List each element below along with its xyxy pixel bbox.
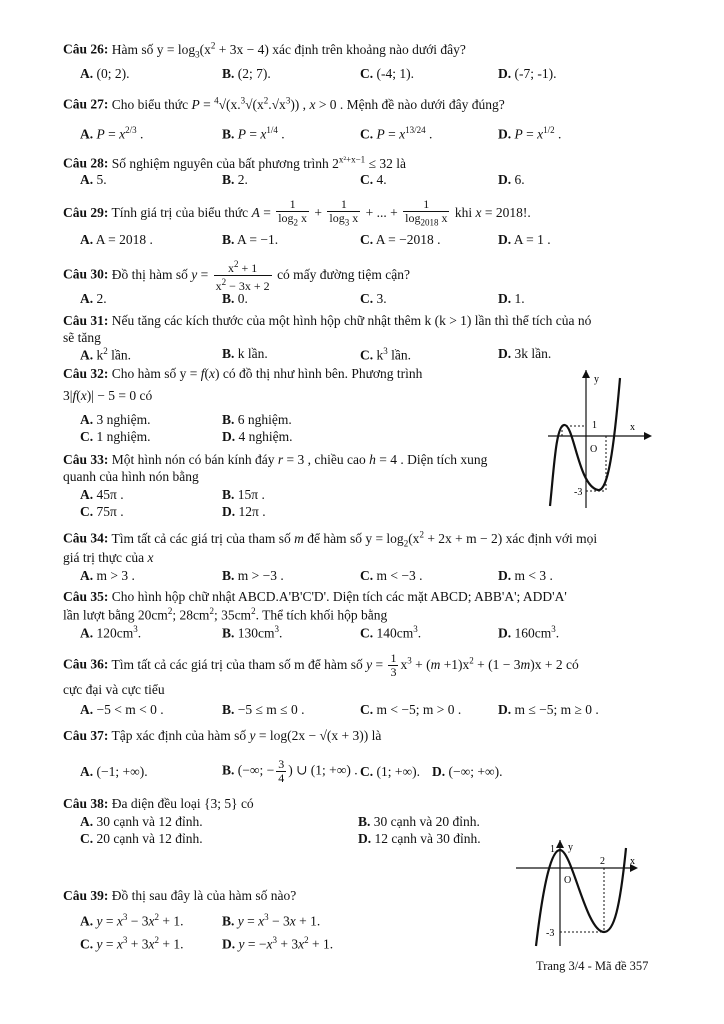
option-b[interactable]: B. (−∞; − $\frac{3}{4}$ ) ∪ (1; +∞) . bbox=[222, 757, 358, 785]
option-b[interactable]: B. k lần. bbox=[222, 346, 268, 361]
option-c[interactable]: C. 1 nghiệm. bbox=[80, 429, 151, 444]
question-text: Hàm số $y = \log_3(x^2 + 3x - 4)$ xác định trên khoảng nào dưới đây? bbox=[111, 40, 466, 60]
question-text: Cho hàm số y = f(x) có đồ thị như hình bên. Phương trình bbox=[111, 366, 423, 381]
question-text: Tính giá trị của biểu thức A = $\frac{1}{\log_2 x}$ + $\frac{1}{\log_3 x}$ + ... + $\frac{1}{\log_{2018} x}$ khi x = 2018!. bbox=[111, 197, 531, 228]
x-axis-arrow-icon bbox=[644, 432, 652, 440]
question-text: Cho biểu thức $P = ^4√(x.^3√(x^2.√x^3))$ , x > 0 . Mệnh đề nào dưới đây đúng? bbox=[111, 95, 505, 112]
question-32 bbox=[63, 366, 533, 382]
option-d[interactable]: D. 4 nghiệm. bbox=[222, 429, 293, 444]
question-text: Tìm tất cả các giá trị của tham số m để hàm số $y = \log_2(x^2 + 2x + m - 2)$ xác định với mọi bbox=[111, 529, 598, 549]
question-label: Câu 32: bbox=[63, 366, 109, 381]
question-label: Câu 33: bbox=[63, 452, 109, 467]
option-c[interactable]: C. m < −5; m > 0 . bbox=[360, 702, 462, 717]
question-34 bbox=[63, 529, 597, 548]
tick-label-minus-3: -3 bbox=[546, 928, 555, 939]
question-35 bbox=[63, 589, 567, 605]
question-label: Câu 35: bbox=[63, 589, 109, 604]
option-d[interactable]: D. 12π . bbox=[222, 504, 266, 519]
option-d[interactable]: D. m ≤ −5; m ≥ 0 . bbox=[498, 702, 599, 717]
question-text: Số nghiệm nguyên của bất phương trình $2^{x^2+x-1} \le 32$ là bbox=[111, 154, 406, 171]
option-c[interactable]: C. (1; +∞). bbox=[360, 764, 420, 779]
y-label: y bbox=[568, 842, 573, 853]
question-text: Tìm tất cả các giá trị của tham số m để hàm số y = $\frac{1}{3}$ $x^3 + (m +1)x^2 + (1 - 3m)x + 2$ có bbox=[111, 651, 579, 679]
function-graph-2 bbox=[516, 838, 646, 950]
option-b[interactable]: B. −5 ≤ m ≤ 0 . bbox=[222, 702, 305, 717]
question-text: Tập xác định của hàm số y = log(2x − √(x + 3)) là bbox=[111, 728, 382, 743]
option-b[interactable]: B. 30 cạnh và 20 đỉnh. bbox=[358, 814, 480, 829]
question-38 bbox=[63, 796, 254, 812]
option-d[interactable]: D. 12 cạnh và 30 đỉnh. bbox=[358, 831, 481, 846]
option-d[interactable]: D. 1. bbox=[498, 291, 525, 306]
option-b[interactable]: B. 15π . bbox=[222, 487, 265, 502]
option-b[interactable]: B. 6 nghiệm. bbox=[222, 412, 292, 427]
option-b[interactable]: B. $130cm^3$. bbox=[222, 624, 283, 641]
question-33 bbox=[63, 452, 487, 468]
question-37 bbox=[63, 728, 381, 744]
question-30 bbox=[63, 258, 410, 293]
question-text: Một hình nón có bán kính đáy r = 3 , chiều cao h = 4 . Diện tích xung bbox=[111, 452, 488, 467]
question-label: Câu 28: bbox=[63, 155, 109, 171]
option-c[interactable]: C. A = −2018 . bbox=[360, 232, 441, 247]
option-c[interactable]: C. $P = x^{13/24}$ . bbox=[360, 125, 433, 142]
question-label: Câu 26: bbox=[63, 41, 109, 57]
option-a[interactable]: A. 45π . bbox=[80, 487, 124, 502]
page-footer: Trang 3/4 - Mã đề 357 bbox=[536, 959, 649, 973]
option-b[interactable]: B. 2. bbox=[222, 172, 248, 187]
question-label: Câu 37: bbox=[63, 728, 109, 743]
origin-label: O bbox=[590, 444, 598, 455]
option-b[interactable]: B. $P = x^{1/4}$ . bbox=[222, 125, 285, 142]
option-b[interactable]: B. (2; 7). bbox=[222, 66, 271, 81]
question-34-line2: giá trị thực của x bbox=[63, 550, 154, 565]
x-label: x bbox=[630, 422, 635, 433]
question-28 bbox=[63, 154, 406, 172]
option-a[interactable]: A. $k^2$ lần. bbox=[80, 346, 131, 363]
option-c[interactable]: C. 3. bbox=[360, 291, 387, 306]
option-a[interactable]: A. (0; 2). bbox=[80, 66, 130, 81]
question-label: Câu 38: bbox=[63, 796, 109, 811]
option-c[interactable]: C. $140cm^3$. bbox=[360, 624, 422, 641]
question-label: Câu 27: bbox=[63, 96, 109, 112]
option-d[interactable]: D. 6. bbox=[498, 172, 525, 187]
option-c[interactable]: C. $y = x^3 + 3x^2 + 1$. bbox=[80, 935, 184, 952]
tick-label-1: 1 bbox=[550, 844, 555, 855]
question-label: Câu 30: bbox=[63, 266, 109, 282]
curve bbox=[550, 378, 620, 506]
option-a[interactable]: A. $120cm^3$. bbox=[80, 624, 142, 641]
question-36 bbox=[63, 652, 579, 679]
option-d[interactable]: D. A = 1 . bbox=[498, 232, 551, 247]
y-axis-arrow-icon bbox=[582, 370, 590, 378]
question-31 bbox=[63, 313, 591, 329]
x-label: x bbox=[630, 856, 635, 867]
option-d[interactable]: D. $y = -x^3 + 3x^2 + 1$. bbox=[222, 935, 334, 952]
option-a[interactable]: A. $y = x^3 - 3x^2 + 1$. bbox=[80, 912, 184, 929]
option-c[interactable]: C. m < −3 . bbox=[360, 568, 423, 583]
question-35-line2: lần lượt bằng $20cm^2$; $28cm^2$; $35cm^2$. Thể tích khối hộp bằng bbox=[63, 606, 388, 623]
option-b[interactable]: B. $y = x^3 - 3x + 1$. bbox=[222, 912, 321, 929]
option-d[interactable]: D. 3k lần. bbox=[498, 346, 552, 361]
option-a[interactable]: A. 5. bbox=[80, 172, 107, 187]
question-label: Câu 31: bbox=[63, 313, 109, 328]
y-label: y bbox=[594, 374, 599, 385]
option-a[interactable]: A. 30 cạnh và 12 đỉnh. bbox=[80, 814, 203, 829]
option-d[interactable]: D. $160cm^3$. bbox=[498, 624, 560, 641]
option-c[interactable]: C. 4. bbox=[360, 172, 387, 187]
question-text: Đồ thị hàm số y = $\frac{x^2 + 1}{x^2 - 3x + 2}$ có mấy đường tiệm cận? bbox=[111, 259, 410, 293]
option-d[interactable]: D. m < 3 . bbox=[498, 568, 553, 583]
question-36-line2: cực đại và cực tiểu bbox=[63, 682, 165, 697]
tick-label-2: 2 bbox=[600, 856, 605, 867]
question-text-display: Nếu tăng các kích thước của một hình hộp chữ nhật thêm k (k > 1) lần thì thể tích của nó bbox=[111, 313, 592, 328]
option-c[interactable]: C. 20 cạnh và 12 đỉnh. bbox=[80, 831, 203, 846]
origin-label: O bbox=[564, 875, 572, 886]
question-29 bbox=[63, 198, 531, 229]
y-axis-arrow-icon bbox=[556, 840, 564, 848]
question-26 bbox=[63, 40, 466, 59]
option-b[interactable]: B. m > −3 . bbox=[222, 568, 284, 583]
question-label: Câu 36: bbox=[63, 656, 109, 672]
option-d[interactable]: D. (-7; -1). bbox=[498, 66, 557, 81]
question-32-line2: 3|f(x)| − 5 = 0 có bbox=[63, 388, 153, 403]
option-a[interactable]: A. (−1; +∞). bbox=[80, 764, 148, 779]
option-c[interactable]: C. 75π . bbox=[80, 504, 124, 519]
question-label: Câu 29: bbox=[63, 204, 109, 220]
option-b[interactable]: B. 0. bbox=[222, 291, 248, 306]
question-31-line2: sẽ tăng bbox=[63, 330, 101, 345]
question-27 bbox=[63, 95, 505, 113]
option-a[interactable]: A. 3 nghiệm. bbox=[80, 412, 151, 427]
option-a[interactable]: A. A = 2018 . bbox=[80, 232, 153, 247]
option-a[interactable]: A. $P = x^{2/3}$ . bbox=[80, 125, 144, 142]
option-a[interactable]: A. 2. bbox=[80, 291, 107, 306]
question-39 bbox=[63, 888, 296, 904]
option-a[interactable]: A. −5 < m < 0 . bbox=[80, 702, 164, 717]
tick-label-minus-3: -3 bbox=[574, 487, 583, 498]
question-label: Câu 39: bbox=[63, 888, 109, 903]
option-a[interactable]: A. m > 3 . bbox=[80, 568, 135, 583]
option-d[interactable]: D. (−∞; +∞). bbox=[432, 764, 503, 779]
question-text: Đa diện đều loại {3; 5} có bbox=[111, 796, 254, 811]
question-label: Câu 34: bbox=[63, 530, 109, 546]
option-c[interactable]: C. $k^3$ lần. bbox=[360, 346, 411, 363]
option-b[interactable]: B. A = −1. bbox=[222, 232, 279, 247]
question-text: Đồ thị sau đây là của hàm số nào? bbox=[111, 888, 297, 903]
option-d[interactable]: D. $P = x^{1/2}$ . bbox=[498, 125, 562, 142]
question-text: Cho hình hộp chữ nhật ABCD.A'B'C'D'. Diện tích các mặt ABCD; ABB'A'; ADD'A' bbox=[111, 589, 567, 604]
option-c[interactable]: C. (-4; 1). bbox=[360, 66, 414, 81]
question-33-line2: quanh của hình nón bằng bbox=[63, 469, 199, 484]
tick-label-1: 1 bbox=[592, 420, 597, 431]
function-graph-1 bbox=[548, 368, 658, 518]
